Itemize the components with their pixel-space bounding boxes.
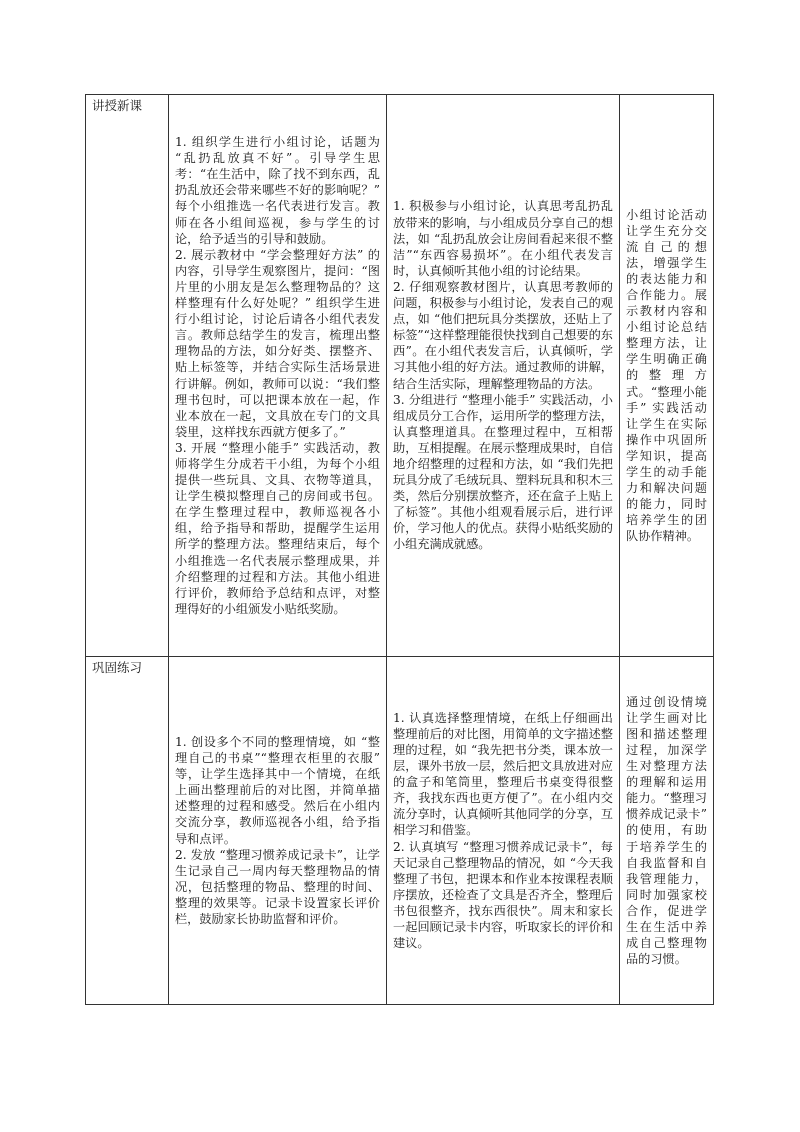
- design-intent-text: 通过创设情境让学生画对比图和描述整理过程，加深学生对整理方法的理解和运用能力。“整理习惯养成记录卡” 的使用，有助于培养学生的自我监督和自我管理能力，同时加强家校合作，促进学生在生活中养成自己整理物品的习惯。: [626, 694, 707, 967]
- student-activity-paragraph: 3. 分组进行 “整理小能手” 实践活动，小组成员分工合作，运用所学的整理方法，认真整理道具。在整理过程中，互相帮助，互相提醒。在展示整理成果时，自信地介绍整理的过程和方法，如 “我们先把玩具分成了毛绒玩具、塑料玩具和积木三类，然后分别摆放整齐，还在盒子上贴上了标签”。其他小组观看展示后，进行评价，学习他人的优点。获得小贴纸奖励的小组充满成就感。: [393, 392, 613, 552]
- teacher-activity-cell: [169, 95, 387, 657]
- table-row-practice: [86, 657, 714, 1005]
- teacher-activity-paragraph: 1. 创设多个不同的整理情境，如 “整理自己的书桌”“整理衣柜里的衣服” 等，让学生选择其中一个情境，在纸上画出整理前后的对比图，并简单描述整理的过程和感受。然后在小组内交流分享，教师巡视各小组，给予指导和点评。: [175, 734, 380, 846]
- student-activity-cell: [387, 95, 620, 657]
- stage-cell: 巩固练习: [86, 657, 169, 1005]
- student-activity-cell: [387, 657, 620, 1005]
- student-activity-paragraph: 2. 认真填写 “整理习惯养成记录卡”，每天记录自己整理物品的情况，如 “今天我整理了书包，把课本和作业本按课程表顺序摆放，还检查了文具是否齐全，整理后书包很整齐，找东西很快”。周末和家长一起回顾记录卡内容，听取家长的评价和建议。: [393, 839, 613, 951]
- design-intent-cell: [620, 657, 714, 1005]
- table-row-new-lesson: [86, 95, 714, 657]
- teacher-activity-paragraph: 2. 展示教材中 “学会整理好方法” 的内容，引导学生观察图片，提问：“图片里的小朋友是怎么整理物品的？这样整理有什么好处呢？” 组织学生进行小组讨论，讨论后请各小组代表发言。教师总结学生的发言，梳理出整理物品的方法，如分好类、摆整齐、贴上标签等，并结合实际生活场景进行讲解。例如，教师可以说：“我们整理书包时，可以把课本放在一起，作业本放在一起，文具放在专门的文具袋里，这样找东西就方便多了。”: [175, 247, 380, 439]
- student-activity-paragraph: 1. 认真选择整理情境，在纸上仔细画出整理前后的对比图，用简单的文字描述整理的过程，如 “我先把书分类，课本放一层，课外书放一层，然后把文具放进对应的盒子和笔筒里，整理后书桌变得很整齐，我找东西也更方便了”。在小组内交流分享时，认真倾听其他同学的分享，互相学习和借鉴。: [393, 710, 613, 838]
- teacher-activity-paragraph: 3. 开展 “整理小能手” 实践活动，教师将学生分成若干小组，为每个小组提供一些玩具、文具、衣物等道具，让学生模拟整理自己的房间或书包。在学生整理过程中，教师巡视各小组，给予指导和帮助，提醒学生运用所学的整理方法。整理结束后，每个小组推选一名代表展示整理成果，并介绍整理的过程和方法。其他小组进行评价，教师给予总结和点评，对整理得好的小组颁发小贴纸奖励。: [175, 440, 380, 616]
- teacher-activity-paragraph: 1. 组织学生进行小组讨论，话题为 “乱扔乱放真不好”。引导学生思考：“在生活中，除了找不到东西，乱扔乱放还会带来哪些不好的影响呢？” 每个小组推选一名代表进行发言。教师在各小组间巡视，参与学生的讨论，给予适当的引导和鼓励。: [175, 135, 380, 246]
- stage-cell: 讲授新课: [86, 95, 169, 657]
- lesson-plan-table: [85, 94, 714, 1005]
- teacher-activity-cell: [169, 657, 387, 1005]
- teacher-activity-paragraph: 2. 发放 “整理习惯养成记录卡”，让学生记录自己一周内每天整理物品的情况，包括整理的物品、整理的时间、整理的效果等。记录卡设置家长评价栏，鼓励家长协助监督和评价。: [175, 847, 380, 926]
- design-intent-text: 小组讨论活动让学生充分交流自己的想法，增强学生的表达能力和合作能力。展示教材内容和小组讨论总结整理方法，让学生明确正确的整理方式。“整理小能手” 实践活动让学生在实际操作中巩固所学知识，提高学生的动手能力和解决问题的能力，同时培养学生的团队协作精神。: [626, 207, 707, 544]
- student-activity-paragraph: 2. 仔细观察教材图片，认真思考教师的问题，积极参与小组讨论，发表自己的观点，如 “他们把玩具分类摆放，还贴上了标签”“这样整理能很快找到自己想要的东西”。在小组代表发言后，认真倾听，学习其他小组的好方法。通过教师的讲解，结合生活实际，理解整理物品的方法。: [393, 279, 613, 391]
- student-activity-paragraph: 1. 积极参与小组讨论，认真思考乱扔乱放带来的影响，与小组成员分享自己的想法，如 “乱扔乱放会让房间看起来很不整洁”“东西容易损坏”。在小组代表发言时，认真倾听其他小组的讨论结果。: [393, 199, 613, 278]
- design-intent-cell: [620, 95, 714, 657]
